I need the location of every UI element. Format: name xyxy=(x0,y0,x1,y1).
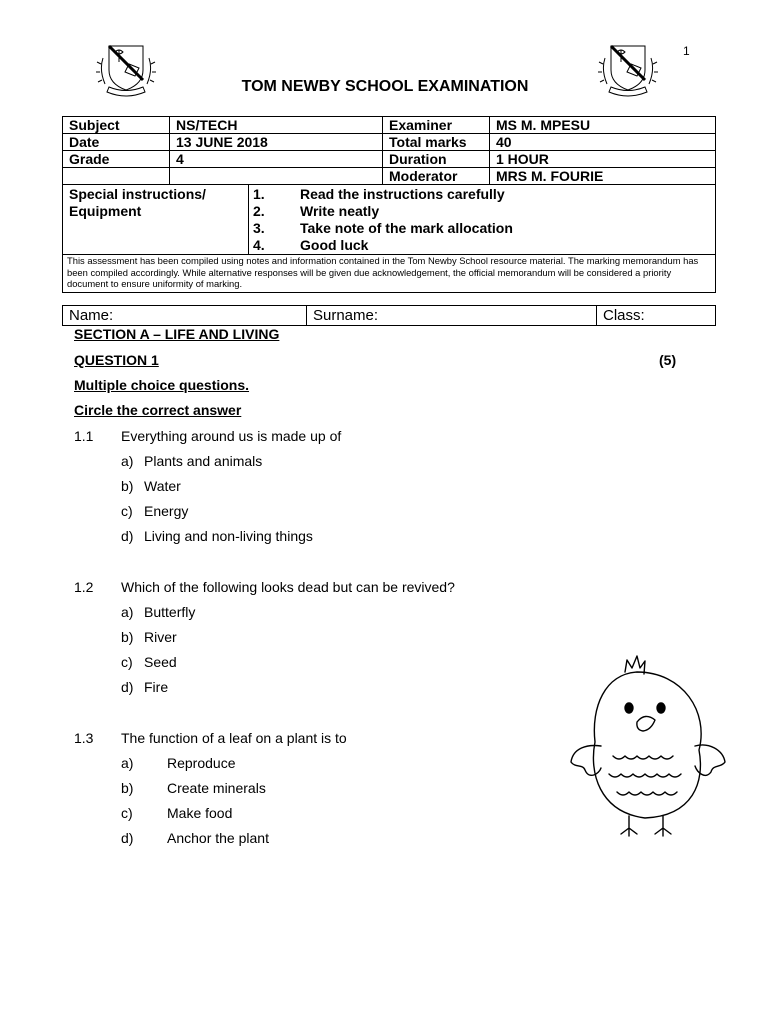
exam-info-table xyxy=(62,116,716,185)
option-letter[interactable]: d) xyxy=(121,830,134,846)
question-marks: (5) xyxy=(659,352,677,368)
page-number: 1 xyxy=(683,44,690,58)
instruction-number: 2. xyxy=(253,203,265,219)
instruction-text: Good luck xyxy=(300,237,369,253)
option-letter[interactable]: b) xyxy=(121,780,134,796)
subject-label: Subject xyxy=(63,117,170,134)
instructions-list xyxy=(253,186,513,254)
total-marks-value: 40 xyxy=(490,134,716,151)
option-text[interactable]: Butterfly xyxy=(144,604,196,620)
option-text[interactable]: Reproduce xyxy=(167,755,236,771)
question-title: QUESTION 1 xyxy=(74,352,159,368)
date-label: Date xyxy=(63,134,170,151)
option-letter[interactable]: d) xyxy=(121,679,134,695)
instructions-label-line: Special instructions/ xyxy=(69,186,206,202)
section-title: SECTION A – LIFE AND LIVING xyxy=(74,326,280,342)
instruction-text: Read the instructions carefully xyxy=(300,186,505,202)
instruction-number: 3. xyxy=(253,220,265,236)
examiner-label: Examiner xyxy=(383,117,490,134)
instruction-number: 4. xyxy=(253,237,265,253)
option-text[interactable]: Create minerals xyxy=(167,780,266,796)
option-text[interactable]: Plants and animals xyxy=(144,453,263,469)
duration-value: 1 HOUR xyxy=(490,151,716,168)
moderator-label: Moderator xyxy=(383,168,490,185)
chick-illustration-icon xyxy=(565,652,730,842)
option-letter[interactable]: d) xyxy=(121,528,134,544)
question-text: Everything around us is made up of xyxy=(121,428,342,444)
subject-value: NS/TECH xyxy=(170,117,383,134)
option-letter[interactable]: a) xyxy=(121,453,134,469)
instruction-text: Take note of the mark allocation xyxy=(300,220,513,236)
assessment-notice: This assessment has been compiled using notes and information contained in the Tom Newby School resource material. The marking memorandum has been compiled accordingly. While alternative responses will be given due acknowledgement, the official memorandum will be considered a priority document to ensure uniformity of marking. xyxy=(62,254,716,293)
option-text[interactable]: Seed xyxy=(144,654,177,670)
option-text[interactable]: River xyxy=(144,629,177,645)
option-text[interactable]: Living and non-living things xyxy=(144,528,313,544)
option-letter[interactable]: c) xyxy=(121,503,133,519)
moderator-value: MRS M. FOURIE xyxy=(490,168,716,185)
empty-cell xyxy=(170,168,383,185)
option-text[interactable]: Make food xyxy=(167,805,233,821)
class-field[interactable]: Class: xyxy=(603,307,645,324)
instruction-text: Write neatly xyxy=(300,203,380,219)
question-text: The function of a leaf on a plant is to xyxy=(121,730,347,746)
instructions-label xyxy=(69,186,244,220)
question-text: Which of the following looks dead but can be revived? xyxy=(121,579,455,595)
special-instructions-box xyxy=(62,184,716,255)
instructions-label-line: Equipment xyxy=(69,203,142,219)
question-number: 1.1 xyxy=(74,428,94,444)
grade-label: Grade xyxy=(63,151,170,168)
exam-title: TOM NEWBY SCHOOL EXAMINATION xyxy=(241,78,529,95)
option-letter[interactable]: a) xyxy=(121,755,134,771)
option-text[interactable]: Anchor the plant xyxy=(167,830,269,846)
empty-cell xyxy=(63,168,170,185)
option-text[interactable]: Water xyxy=(144,478,181,494)
question-number: 1.2 xyxy=(74,579,94,595)
grade-value: 4 xyxy=(170,151,383,168)
option-letter[interactable]: b) xyxy=(121,629,134,645)
examiner-value: MS M. MPESU xyxy=(490,117,716,134)
duration-label: Duration xyxy=(383,151,490,168)
option-text[interactable]: Fire xyxy=(144,679,169,695)
instruction-item xyxy=(253,237,513,254)
name-field[interactable]: Name: xyxy=(63,306,307,325)
date-value: 13 JUNE 2018 xyxy=(170,134,383,151)
divider xyxy=(248,184,249,254)
surname-field[interactable]: Surname: xyxy=(307,306,597,325)
instruction-heading: Multiple choice questions. xyxy=(74,377,250,393)
total-marks-label: Total marks xyxy=(383,134,490,151)
instruction-item xyxy=(253,220,513,237)
question-number: 1.3 xyxy=(74,730,94,746)
student-details-row xyxy=(62,305,716,326)
option-letter[interactable]: b) xyxy=(121,478,134,494)
instruction-item xyxy=(253,203,513,220)
instruction-heading: Circle the correct answer xyxy=(74,402,242,418)
instruction-number: 1. xyxy=(253,186,265,202)
option-letter[interactable]: c) xyxy=(121,654,133,670)
option-letter[interactable]: a) xyxy=(121,604,134,620)
option-letter[interactable]: c) xyxy=(121,805,133,821)
instruction-item xyxy=(253,186,513,203)
option-text[interactable]: Energy xyxy=(144,503,189,519)
